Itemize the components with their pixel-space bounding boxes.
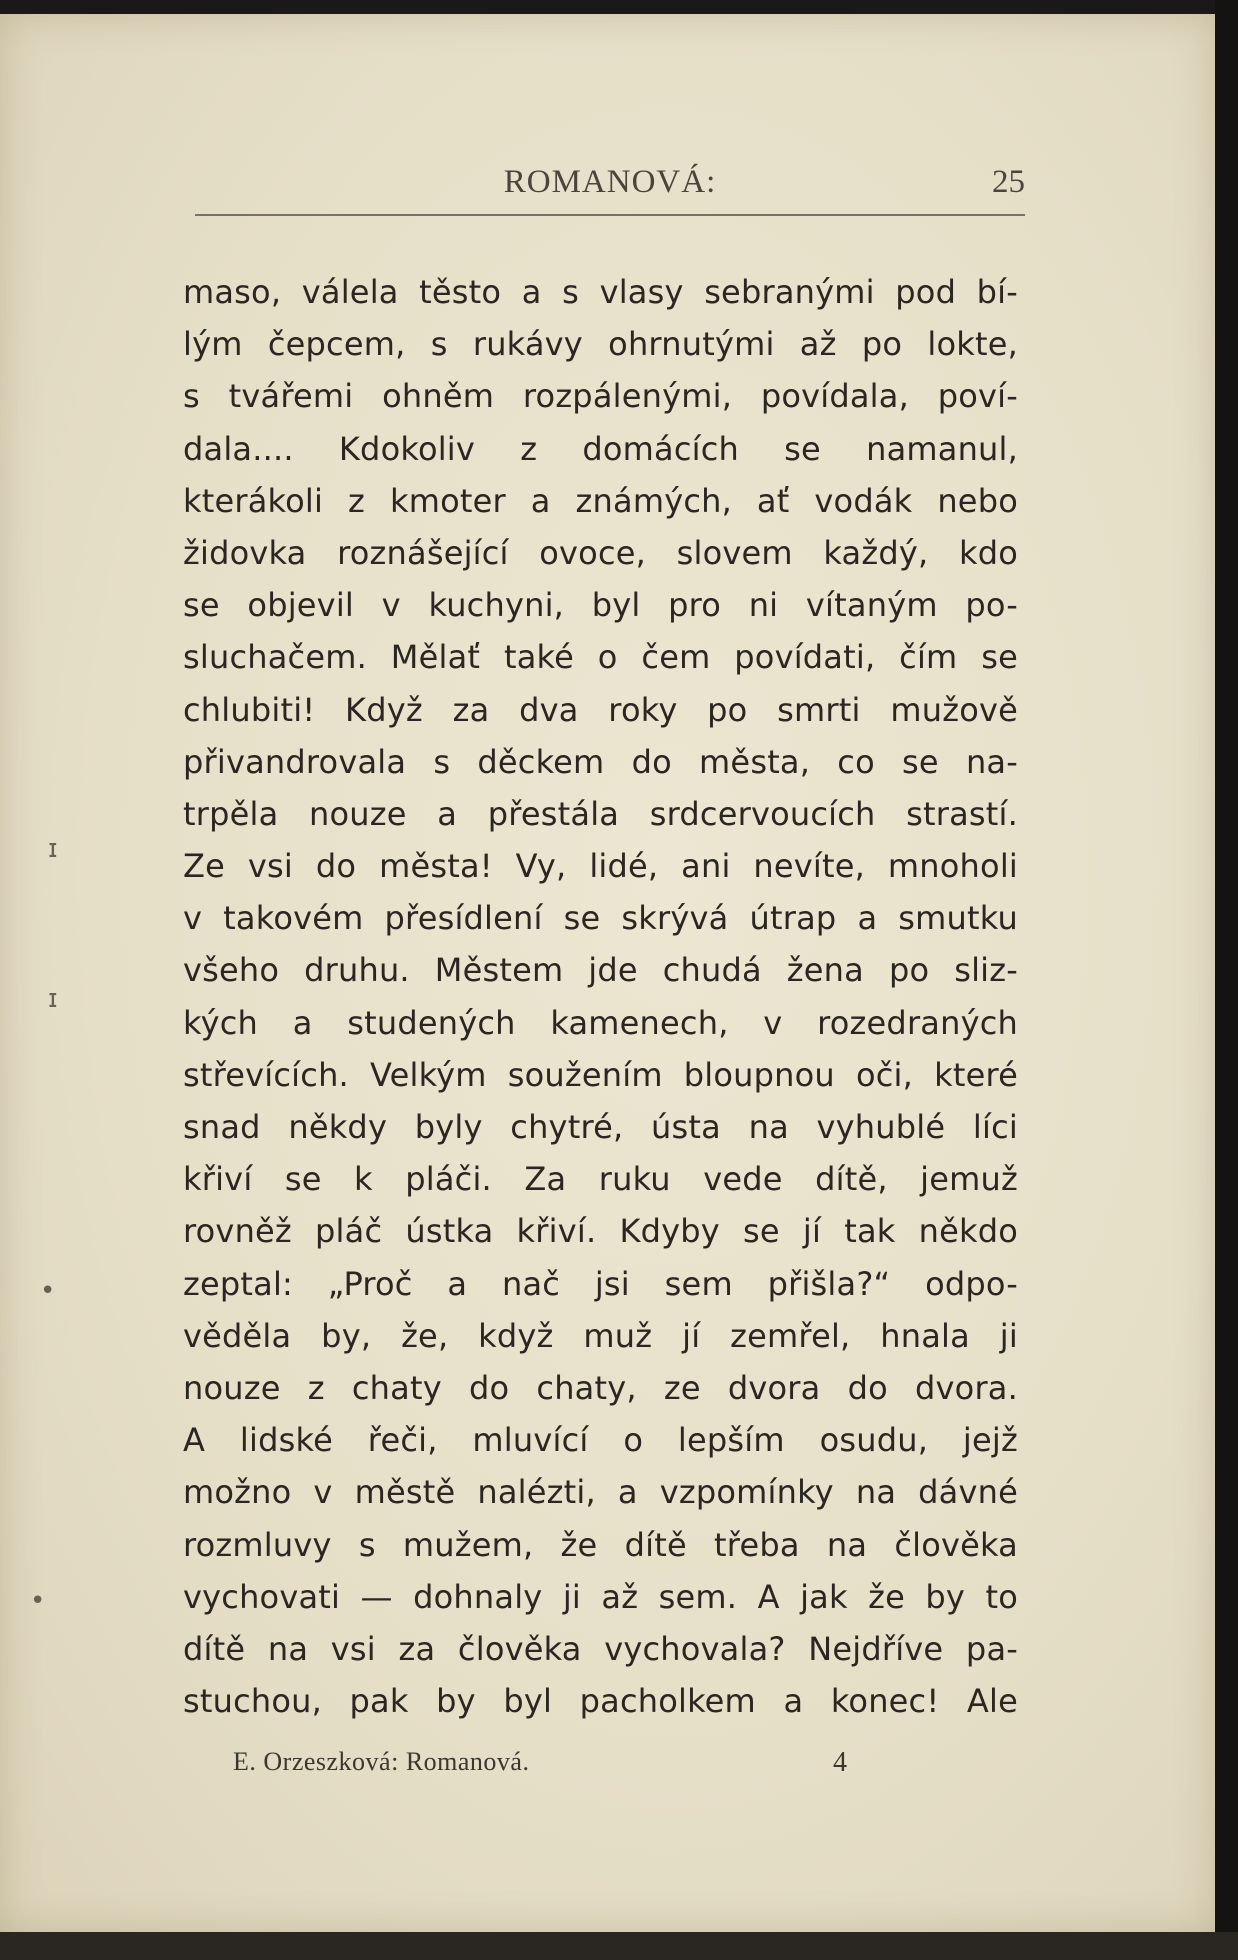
- margin-mark: •: [40, 1276, 56, 1306]
- margin-mark: ɪ: [48, 834, 58, 864]
- text-line: věděla by, že, když muž jí zemřel, hnala ji: [183, 1316, 1018, 1355]
- text-line: kých a studených kamenech, v rozedraných: [183, 1003, 1018, 1042]
- text-line: sluchačem. Mělať také o čem povídati, čím se: [183, 638, 1018, 677]
- text-line: lým čepcem, s rukávy ohrnutými až po lokte,: [183, 325, 1018, 364]
- scan-edge-bottom: [0, 1932, 1238, 1960]
- text-line: stuchou, pak by byl pacholkem a konec! Ale: [183, 1682, 1018, 1721]
- text-line: možno v městě nalézti, a vzpomínky na dávné: [183, 1473, 1018, 1512]
- page-number: 25: [992, 164, 1025, 200]
- text-line: všeho druhu. Městem jde chudá žena po sliz-: [183, 951, 1018, 990]
- text-line: vychovati — dohnaly ji až sem. A jak že by to: [183, 1577, 1018, 1616]
- book-page: [0, 14, 1215, 1932]
- body-text: [183, 266, 1018, 1727]
- running-header: [195, 164, 1025, 208]
- text-line: nouze z chaty do chaty, ze dvora do dvora.: [183, 1368, 1018, 1407]
- scan-edge-right: [1215, 0, 1238, 1960]
- text-line: přivandrovala s děckem do města, co se na-: [183, 742, 1018, 781]
- text-line: se objevil v kuchyni, byl pro ni vítaným po-: [183, 586, 1018, 625]
- running-title: ROMANOVÁ:: [503, 164, 717, 200]
- margin-mark: ɪ: [48, 984, 58, 1014]
- text-line: trpěla nouze a přestála srdcervoucích strastí.: [183, 794, 1018, 833]
- text-line: rozmluvy s mužem, že dítě třeba na člověka: [183, 1525, 1018, 1564]
- text-line: A lidské řeči, mluvící o lepším osudu, jejž: [183, 1421, 1018, 1460]
- header-rule: [195, 214, 1025, 216]
- text-line: Ze vsi do města! Vy, lidé, ani nevíte, mnoholi: [183, 847, 1018, 886]
- text-line: rovněž pláč ústka křiví. Kdyby se jí tak někdo: [183, 1212, 1018, 1251]
- signature-number: 4: [833, 1747, 847, 1778]
- text-line: s tvářemi ohněm rozpálenými, povídala, poví-: [183, 377, 1018, 416]
- signature-line: E. Orzeszková: Romanová.: [233, 1747, 530, 1776]
- margin-mark: •: [30, 1586, 46, 1616]
- text-line: zeptal: „Proč a nač jsi sem přišla?“ odpo-: [183, 1264, 1018, 1303]
- text-line: snad někdy byly chytré, ústa na vyhublé líci: [183, 1108, 1018, 1146]
- page-footer: [233, 1747, 933, 1787]
- text-line: chlubiti! Když za dva roky po smrti mužově: [183, 690, 1018, 729]
- text-line: v takovém přesídlení se skrývá útrap a smutku: [183, 899, 1018, 938]
- text-line: židovka roznášející ovoce, slovem každý, kdo: [183, 533, 1018, 572]
- text-line: křiví se k pláči. Za ruku vede dítě, jemuž: [183, 1160, 1018, 1199]
- text-line: kterákoli z kmoter a známých, ať vodák nebo: [183, 481, 1018, 520]
- text-line: dala.... Kdokoliv z domácích se namanul,: [183, 429, 1018, 468]
- text-line: maso, válela těsto a s vlasy sebranými pod bí-: [183, 273, 1018, 311]
- text-line: střevících. Velkým soužením bloupnou oči, které: [183, 1055, 1018, 1094]
- text-line: dítě na vsi za člověka vychovala? Nejdříve pa-: [183, 1629, 1018, 1668]
